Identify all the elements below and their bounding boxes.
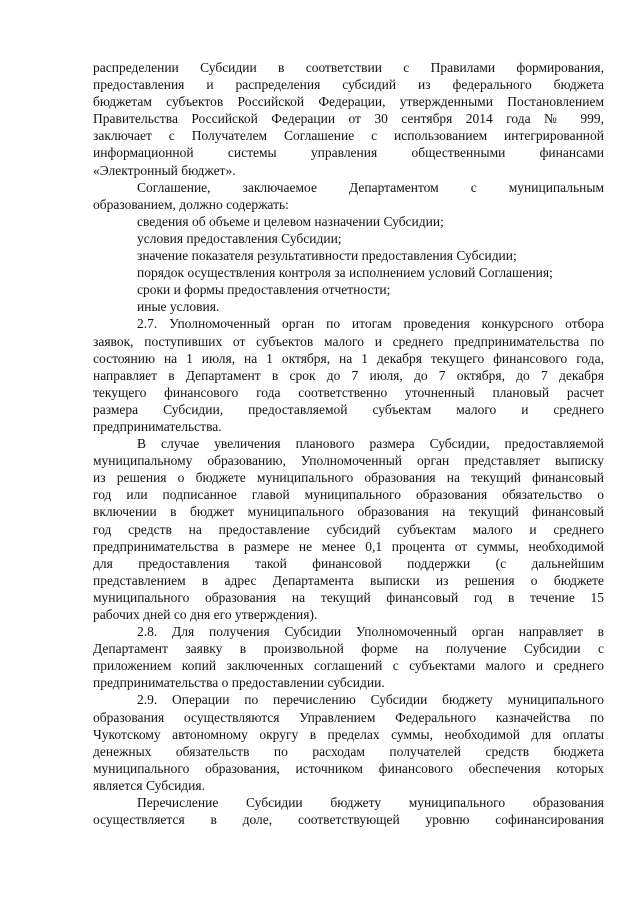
text-line: Перечисление Субсидии бюджету муниципального образования bbox=[137, 795, 604, 811]
text-line: размера Субсидии, предоставляемой субъектам малого и среднего bbox=[93, 401, 604, 417]
text-line: образованием, должно содержать: bbox=[93, 196, 289, 212]
text-line: Департамент заявку в произвольной форме на получение Субсидии с bbox=[93, 641, 604, 657]
text-line: сведения об объеме и целевом назначении Субсидии; bbox=[137, 213, 444, 229]
text-line: В случае увеличения планового размера Субсидии, предоставляемой bbox=[137, 436, 604, 452]
text-line: условия предоставления Субсидии; bbox=[137, 230, 342, 246]
text-line: предоставления и распределения субсидий из федерального бюджета bbox=[93, 77, 604, 93]
text-line: 2.8. Для получения Субсидии Уполномоченный орган направляет в bbox=[137, 624, 604, 640]
text-line: осуществляется в доле, соответствующей уровню софинансирования bbox=[93, 812, 604, 828]
text-line: приложением копий заключенных соглашений с субъектами малого и среднего bbox=[93, 658, 604, 674]
text-line: распределении Субсидии в соответствии с Правилами формирования, bbox=[93, 60, 604, 75]
text-line: сроки и формы предоставления отчетности; bbox=[137, 282, 391, 298]
text-line: муниципального образования на текущий финансовый год в течение 15 bbox=[93, 589, 604, 605]
text-line: год средств на предоставление субсидий субъектам малого и среднего bbox=[93, 521, 604, 537]
text-line: предпринимательства. bbox=[93, 418, 222, 434]
text-line: для предоставления такой финансовой поддержки (с дальнейшим bbox=[93, 555, 604, 571]
text-line: иные условия. bbox=[137, 299, 220, 315]
text-line: включении в бюджет муниципального образования на текущий финансовый bbox=[93, 504, 604, 520]
text-line: порядок осуществления контроля за исполнением условий Соглашения; bbox=[137, 265, 553, 281]
text-line: направляет в Департамент в срок до 7 июля, до 7 октября, до 7 декабря bbox=[93, 367, 604, 383]
text-line: рабочих дней со дня его утверждения). bbox=[93, 607, 318, 622]
text-line: «Электронный бюджет». bbox=[93, 162, 236, 178]
document-body bbox=[93, 59, 604, 828]
text-line: муниципальному образованию, Уполномоченный орган представляет выписку bbox=[93, 453, 604, 469]
text-line: муниципального образования, источником финансового обеспечения которых bbox=[93, 760, 604, 776]
text-line: бюджетам субъектов Российской Федерации, утвержденными Постановлением bbox=[93, 94, 604, 110]
text-line: текущего финансового года соответственно уточненный плановый расчет bbox=[93, 384, 604, 400]
text-line: Чукотскому автономному округу в пределах суммы, необходимой для оплаты bbox=[93, 726, 604, 742]
text-line: 2.7. Уполномоченный орган по итогам проведения конкурсного отбора bbox=[137, 316, 604, 332]
text-line: денежных обязательств по расходам получателей средств бюджета bbox=[93, 743, 604, 759]
text-line: Соглашение, заключаемое Департаментом с муниципальным bbox=[137, 179, 604, 195]
text-line: состоянию на 1 июля, на 1 октября, на 1 декабря текущего финансового года, bbox=[93, 350, 604, 366]
text-line: заключает с Получателем Соглашение с использованием интегрированной bbox=[93, 128, 604, 144]
text-line: предпринимательства о предоставлении субсидии. bbox=[93, 675, 385, 691]
text-line: является Субсидия. bbox=[93, 777, 205, 793]
text-line: заявок, поступивших от субъектов малого и среднего предпринимательства по bbox=[93, 333, 604, 349]
text-line: 2.9. Операции по перечислению Субсидии бюджету муниципального bbox=[137, 692, 604, 708]
text-line: образования осуществляются Управлением Федерального казначейства по bbox=[93, 709, 604, 725]
text-line: представлением в адрес Департамента выписки из решения о бюджете bbox=[93, 572, 604, 588]
text-line: из решения о бюджете муниципального образования на текущий финансовый bbox=[93, 470, 604, 486]
text-line: информационной системы управления общественными финансами bbox=[93, 145, 604, 161]
text-line: Правительства Российской Федерации от 30 сентября 2014 года № 999, bbox=[93, 111, 604, 127]
text-line: предпринимательства в размере не менее 0,1 процента от суммы, необходимой bbox=[93, 538, 604, 554]
text-line: год или подписанное главой муниципального образования обязательство о bbox=[93, 487, 604, 503]
text-line: значение показателя результативности предоставления Субсидии; bbox=[137, 248, 517, 264]
